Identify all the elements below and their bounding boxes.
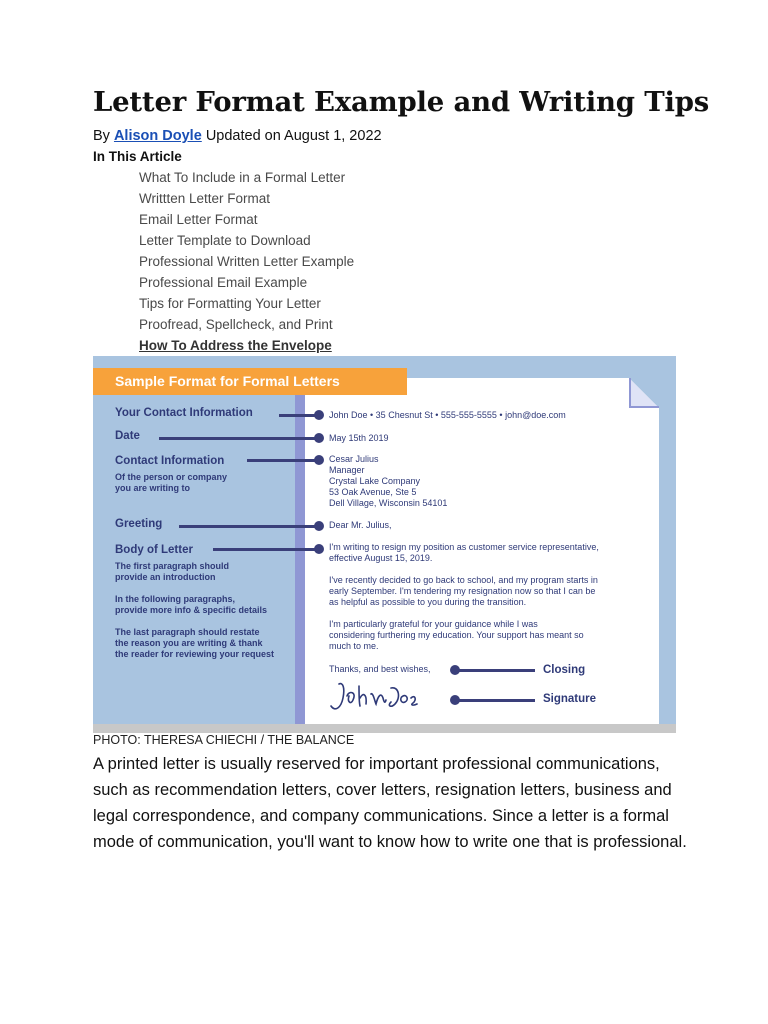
connector-contact bbox=[279, 414, 319, 417]
connector-greeting bbox=[179, 525, 319, 528]
recipient-hint-1: Of the person or company bbox=[115, 472, 228, 482]
toc-item-include[interactable]: What To Include in a Formal Letter bbox=[139, 170, 346, 185]
label-date: Date bbox=[115, 430, 140, 442]
letter-para1-line2: effective August 15, 2019. bbox=[329, 553, 433, 563]
connector-date bbox=[159, 437, 319, 440]
byline bbox=[93, 128, 382, 144]
connector-signature bbox=[455, 699, 535, 702]
article-title: Letter Format Example and Writing Tips bbox=[93, 86, 710, 118]
connector-closing bbox=[455, 669, 535, 672]
letter-date: May 15th 2019 bbox=[329, 433, 389, 443]
toc-item-envelope[interactable]: How To Address the Envelope bbox=[139, 338, 332, 353]
author-link[interactable]: Alison Doyle bbox=[113, 128, 202, 144]
recipient-title: Manager bbox=[329, 465, 365, 475]
photo-caption: PHOTO: THERESA CHIECHI / THE BALANCE bbox=[93, 733, 355, 747]
recipient-city: Dell Village, Wisconsin 54101 bbox=[329, 498, 448, 508]
banner-title: Sample Format for Formal Letters bbox=[115, 373, 340, 389]
recipient-company: Crystal Lake Company bbox=[329, 476, 421, 486]
toc-item-email-format[interactable]: Email Letter Format bbox=[139, 212, 258, 227]
body-hint-2a: In the following paragraphs, bbox=[115, 594, 236, 604]
recipient-name: Cesar Julius bbox=[329, 454, 379, 464]
body-hint-1a: The first paragraph should bbox=[115, 561, 230, 571]
letter-para2-line2: early September. I'm tendering my resignation now so that I can be bbox=[329, 586, 596, 596]
updated-date: Updated on August 1, 2022 bbox=[205, 128, 382, 144]
toc-item-written-example[interactable]: Professional Written Letter Example bbox=[139, 254, 355, 269]
toc-item-email-example[interactable]: Professional Email Example bbox=[139, 275, 308, 290]
letter-sender-line: John Doe • 35 Chesnut St • 555-555-5555 • john@doe.com bbox=[329, 410, 566, 420]
connector-recipient bbox=[247, 459, 319, 462]
connector-dot-contact bbox=[314, 410, 324, 420]
label-your-contact: Your Contact Information bbox=[115, 407, 253, 419]
letter-greeting: Dear Mr. Julius, bbox=[329, 520, 392, 530]
toc-item-tips[interactable]: Tips for Formatting Your Letter bbox=[139, 296, 321, 311]
toc-item-proofread[interactable]: Proofread, Spellcheck, and Print bbox=[139, 317, 333, 332]
table-of-contents bbox=[139, 167, 354, 356]
label-greeting: Greeting bbox=[115, 518, 163, 530]
connector-dot-recipient bbox=[314, 455, 324, 465]
body-hint-3a: The last paragraph should restate bbox=[115, 627, 260, 637]
page-fold-icon bbox=[629, 378, 659, 408]
connector-dot-greeting bbox=[314, 521, 324, 531]
recipient-hint-2: you are writing to bbox=[115, 483, 191, 493]
connector-body bbox=[213, 548, 319, 551]
article-intro-paragraph: A printed letter is usually reserved for important professional communications, such as recommendation letters, cover letters, resignation letters, business and legal correspondence, and company communications. Since a letter is a formal mode of communication, you'll want to know how to write one that is professional. bbox=[93, 755, 687, 851]
letter-para3-line2: considering furthering my education. Your support has meant so bbox=[329, 630, 584, 640]
toc-heading: In This Article bbox=[93, 149, 182, 164]
letter-para2-line1: I've recently decided to go back to school, and my program starts in bbox=[329, 575, 598, 585]
letter-para3-line1: I'm particularly grateful for your guidance while I was bbox=[329, 619, 538, 629]
label-body: Body of Letter bbox=[115, 544, 193, 556]
recipient-street: 53 Oak Avenue, Ste 5 bbox=[329, 487, 417, 497]
byline-prefix: By bbox=[93, 128, 110, 144]
connector-dot-date bbox=[314, 433, 324, 443]
body-hint-3b: the reason you are writing & thank bbox=[115, 638, 263, 648]
figure-bottom-bar bbox=[93, 724, 676, 733]
letter-para1-line1: I'm writing to resign my position as customer service representative, bbox=[329, 542, 599, 552]
body-hint-1b: provide an introduction bbox=[115, 572, 216, 582]
label-recipient-contact: Contact Information bbox=[115, 455, 225, 467]
body-hint-2b: provide more info & specific details bbox=[115, 605, 268, 615]
letter-para3-line3: much to me. bbox=[329, 641, 379, 651]
label-closing: Closing bbox=[543, 664, 586, 676]
body-hint-3c: the reader for reviewing your request bbox=[115, 649, 275, 659]
letter-format-infographic bbox=[93, 356, 676, 733]
signature-icon bbox=[329, 678, 419, 718]
toc-item-written-format[interactable]: Writtten Letter Format bbox=[139, 191, 271, 206]
paper-spine bbox=[295, 378, 305, 724]
label-signature: Signature bbox=[543, 693, 597, 705]
letter-para2-line3: as helpful as possible to you during the transition. bbox=[329, 597, 527, 607]
toc-item-template[interactable]: Letter Template to Download bbox=[139, 233, 311, 248]
connector-dot-body bbox=[314, 544, 324, 554]
letter-closing: Thanks, and best wishes, bbox=[329, 664, 431, 674]
